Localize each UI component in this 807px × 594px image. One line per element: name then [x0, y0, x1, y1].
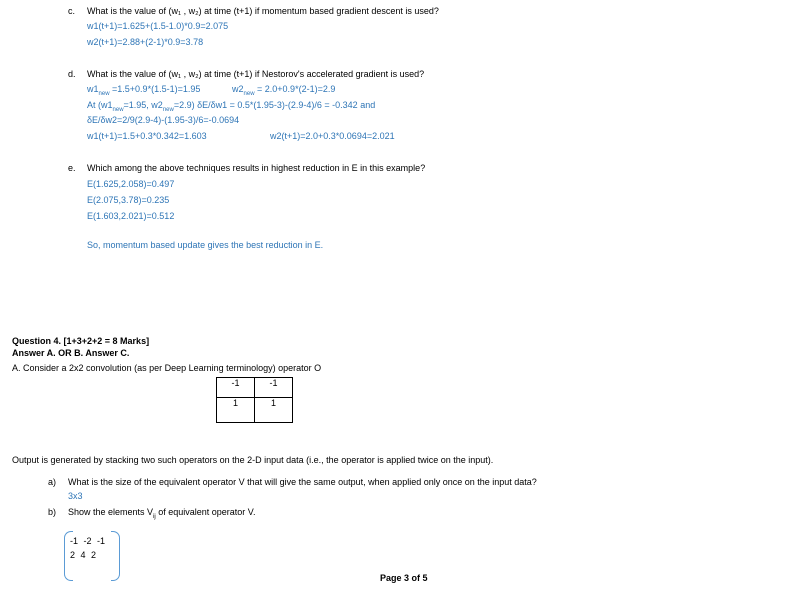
- equivalent-operator-matrix: [64, 531, 120, 581]
- matrix-row-2: 2 4 2: [70, 550, 97, 560]
- question-a-marker: a): [48, 477, 57, 487]
- operator-cell: -1: [255, 378, 293, 398]
- operator-cell: -1: [217, 378, 255, 398]
- question-b-text: Show the elements $V_{ij}$ of equivalent operator V.: [68, 507, 256, 520]
- part-e-marker: e.: [68, 163, 76, 173]
- part-e-energy-3: E(1.603,2.021)=0.512: [87, 211, 175, 221]
- part-d-marker: d.: [68, 69, 76, 79]
- part-e-energy-2: E(2.075,3.78)=0.235: [87, 195, 170, 205]
- part-d-answer-w1: w1(t+1)=1.5+0.3*0.342=1.603: [87, 131, 207, 141]
- part-d-w1-new: $w1_{new} =1.5+0.9*(1.5-1)=1.95$: [87, 84, 201, 97]
- part-c-marker: c.: [68, 6, 76, 16]
- part-d-question: What is the value of (w₁ , w₂) at time (t+1) if Nestorov's accelerated gradient is used?: [87, 69, 425, 79]
- part-d-answer-w2: w2(t+1)=2.0+0.3*0.0694=2.021: [270, 131, 395, 141]
- matrix-right-bracket: [111, 531, 120, 581]
- part-c-answer-w1: w1(t+1)=1.625+(1.5-1.0)*0.9=2.075: [87, 21, 229, 31]
- question-4-part-a: A. Consider a 2x2 convolution (as per Deep Learning terminology) operator O: [12, 363, 322, 373]
- question-a-text: What is the size of the equivalent operator V that will give the same output, when applied only once on the input data?: [68, 477, 537, 487]
- page-number: Page 3 of 5: [380, 573, 428, 583]
- part-e-energy-1: E(1.625,2.058)=0.497: [87, 179, 175, 189]
- operator-matrix: [216, 377, 293, 423]
- part-d-gradient-w2: δE/δw2=2/9(2.9-4)-(1.95-3)/6=-0.0694: [87, 115, 240, 125]
- question-a-answer: 3x3: [68, 491, 83, 501]
- part-d-gradient-w1: At ($w1_{new}=1.95$, $w2_{new}=2.9$) δE/δw1 = 0.5*(1.95-3)-(2.9-4)/6 = -0.342 and: [87, 100, 376, 113]
- output-description: Output is generated by stacking two such operators on the 2-D input data (i.e., the operator is applied twice on the input).: [12, 455, 494, 465]
- question-b-marker: b): [48, 507, 57, 517]
- question-4-title: Question 4. [1+3+2+2 = 8 Marks]: [12, 336, 150, 346]
- part-e-conclusion: So, momentum based update gives the best reduction in E.: [87, 240, 324, 250]
- part-e-question: Which among the above techniques results in highest reduction in E in this example?: [87, 163, 426, 173]
- matrix-row-1: -1 -2 -1: [70, 536, 106, 546]
- part-c-answer-w2: w2(t+1)=2.88+(2-1)*0.9=3.78: [87, 37, 204, 47]
- operator-cell: 1: [217, 398, 255, 423]
- part-c-question: What is the value of (w₁ , w₂) at time (t+1) if momentum based gradient descent is used?: [87, 6, 439, 16]
- part-d-w2-new: $w2_{new} = 2.0+0.9*(2-1)=2.9$: [232, 84, 336, 97]
- operator-cell: 1: [255, 398, 293, 423]
- question-4-instruction: Answer A. OR B. Answer C.: [12, 348, 130, 358]
